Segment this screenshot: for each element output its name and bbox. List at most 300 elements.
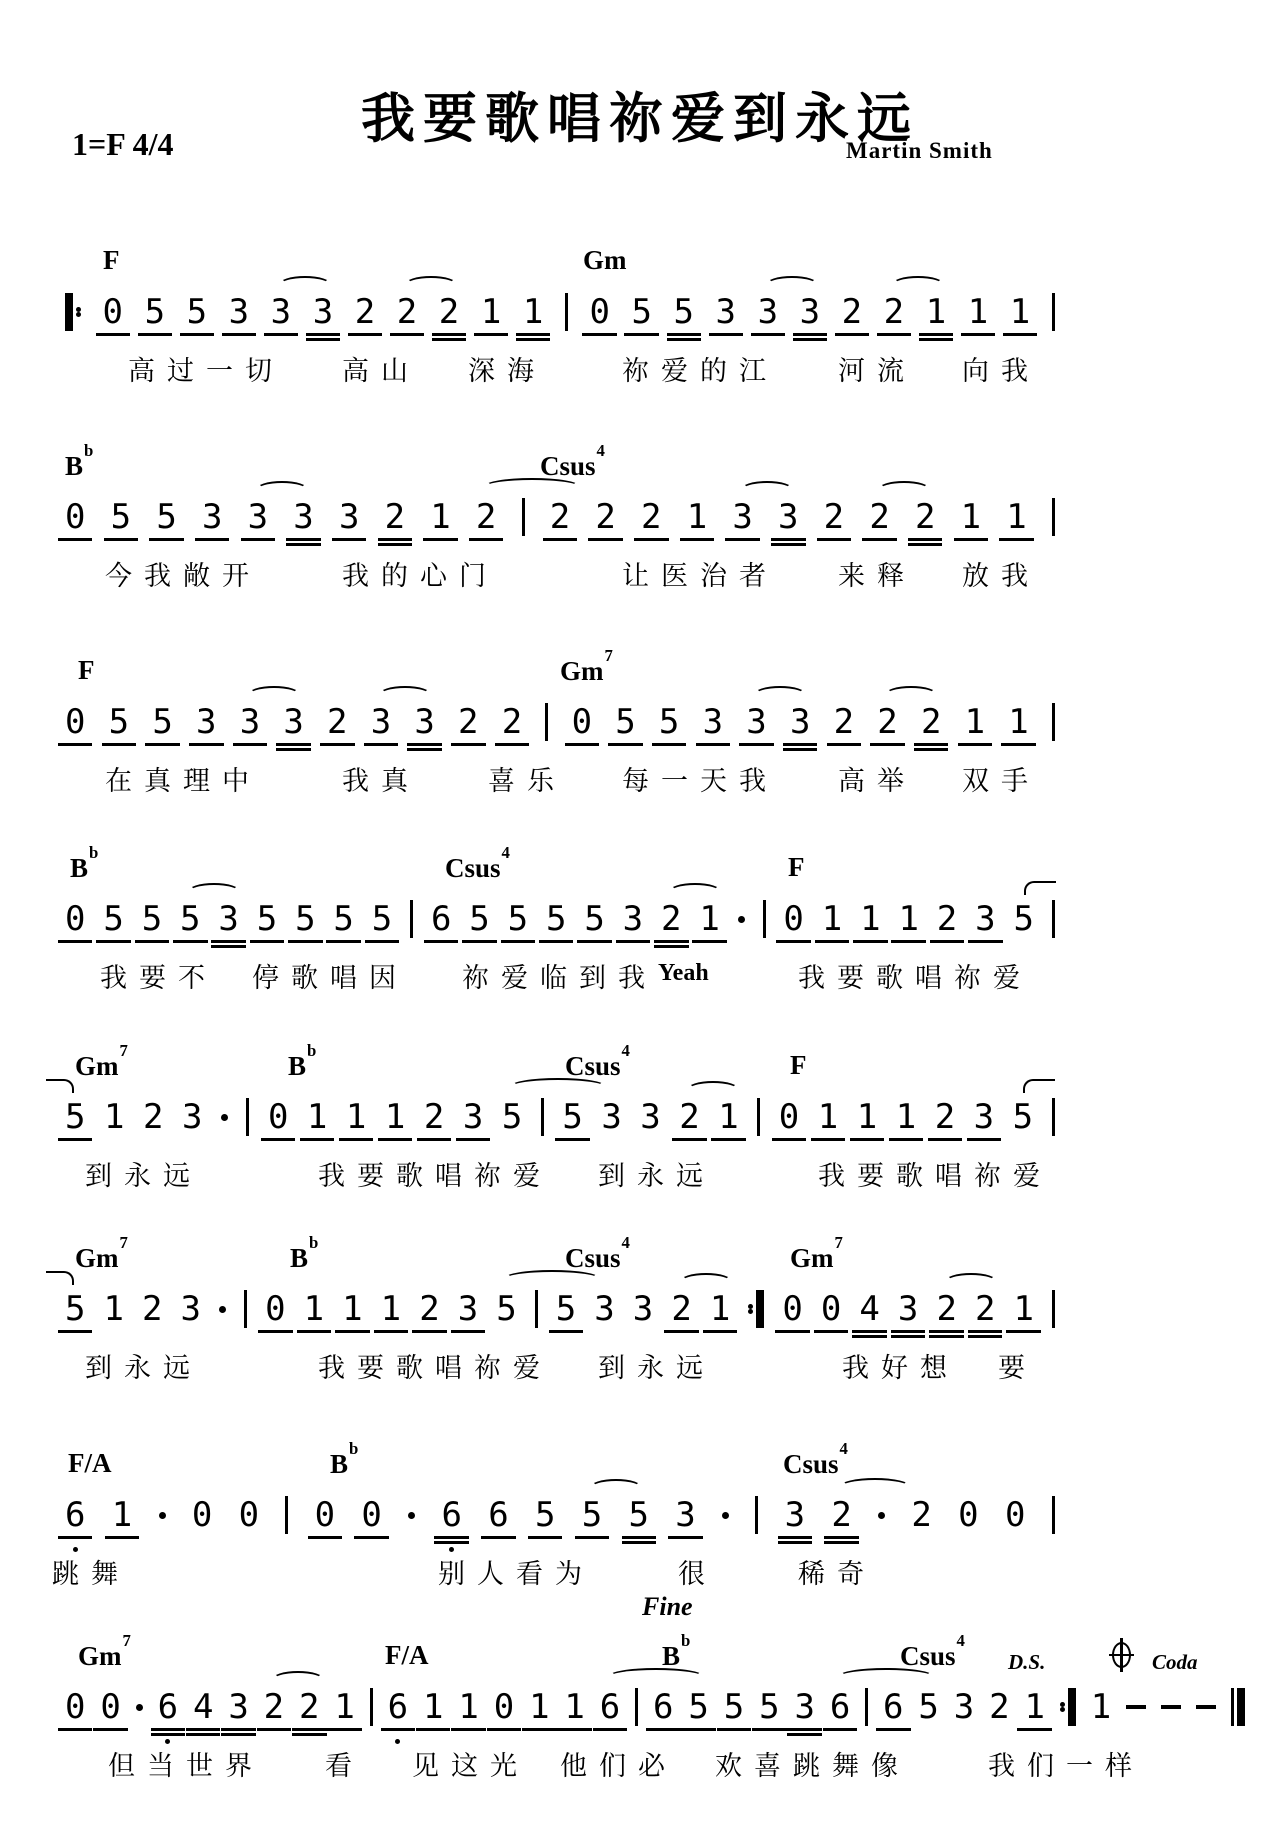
eighth-underline <box>173 940 207 943</box>
note-digit: 0 <box>238 1495 260 1535</box>
eighth-underline <box>93 1728 127 1731</box>
eighth-underline <box>365 940 399 943</box>
eighth-underline <box>961 333 995 336</box>
eighth-underline <box>364 743 398 746</box>
sixteenth-underline <box>778 1541 812 1544</box>
eighth-underline <box>827 743 861 746</box>
note-digit: 2 <box>911 1495 932 1535</box>
barline-stroke <box>1052 900 1055 938</box>
slur-arc <box>838 1668 934 1685</box>
chord-symbol: $B^b$ <box>70 843 99 883</box>
note-digit: 5 <box>187 291 207 333</box>
eighth-underline <box>495 743 529 746</box>
notation-row <box>65 701 1055 743</box>
note-digit: 5 <box>582 1494 602 1536</box>
eighth-underline <box>487 1728 521 1731</box>
dash-extension <box>1126 1686 1146 1728</box>
eighth-underline <box>424 940 458 943</box>
chord-symbol: $B^b$ <box>290 1233 319 1273</box>
eighth-underline <box>354 1536 388 1539</box>
augmentation-dot <box>221 1096 228 1138</box>
eighth-underline <box>96 940 130 943</box>
eighth-underline <box>104 538 138 541</box>
eighth-underline <box>914 743 948 746</box>
barline-stroke <box>1231 1688 1234 1726</box>
note-digit: 1 <box>334 1686 354 1728</box>
note-digit: 2 <box>502 701 522 743</box>
lyric-segment: 他们必 <box>560 1751 677 1781</box>
eighth-underline <box>624 333 658 336</box>
note-digit: 5 <box>103 898 123 940</box>
eighth-underline <box>221 1728 255 1731</box>
eighth-underline <box>634 538 668 541</box>
note-digit: 1 <box>965 701 985 743</box>
eighth-underline <box>528 1536 562 1539</box>
eighth-underline <box>565 743 599 746</box>
eighth-underline <box>469 538 503 541</box>
score-system <box>0 1041 1280 1250</box>
eighth-underline <box>1006 1330 1040 1333</box>
note-digit: 0 <box>65 1686 85 1728</box>
barline-stroke <box>865 1688 868 1726</box>
eighth-underline <box>58 538 92 541</box>
note-digit: 5 <box>156 496 176 538</box>
barline <box>246 1096 249 1138</box>
coda-icon <box>1112 1642 1131 1668</box>
repeat-end-sign <box>748 1288 764 1330</box>
eighth-underline <box>456 1138 490 1141</box>
lyric-segment: 河流 <box>838 356 916 386</box>
note-digit: 6 <box>883 1686 903 1728</box>
notation-row <box>65 1096 1055 1138</box>
eighth-underline <box>725 538 759 541</box>
note-digit: 5 <box>631 291 651 333</box>
note-digit: 3 <box>228 1686 248 1728</box>
score-system <box>0 245 1280 445</box>
note-digit: 3 <box>675 1494 695 1536</box>
note-digit: 0 <box>265 1288 285 1330</box>
note-digit: 2 <box>975 1288 995 1330</box>
barline-stroke <box>545 703 548 741</box>
dot-glyph <box>219 1306 226 1313</box>
slur-arc <box>510 1078 606 1095</box>
sixteenth-underline <box>151 1733 185 1736</box>
note-digit: 1 <box>1010 291 1030 333</box>
eighth-underline <box>58 1330 92 1333</box>
dot-glyph <box>408 1512 415 1519</box>
eighth-underline <box>775 1330 809 1333</box>
barline-stroke <box>1052 293 1055 331</box>
note-digit: 1 <box>423 1686 443 1728</box>
eighth-underline <box>1003 333 1037 336</box>
chord-symbol: Csus$^4$ <box>445 843 510 883</box>
eighth-underline <box>815 940 849 943</box>
note-digit: 2 <box>989 1687 1010 1727</box>
eighth-underline <box>258 1330 292 1333</box>
augmentation-dot <box>722 1494 729 1536</box>
eighth-underline <box>501 940 535 943</box>
barline <box>410 898 413 940</box>
eighth-underline <box>412 1330 446 1333</box>
note-digit: 5 <box>142 898 162 940</box>
eighth-underline <box>930 940 964 943</box>
note-digit: 3 <box>181 1097 203 1137</box>
eighth-underline <box>877 333 911 336</box>
eighth-underline <box>308 1536 342 1539</box>
barline-stroke <box>246 1098 249 1136</box>
barline <box>545 701 548 743</box>
note-digit: 6 <box>653 1686 673 1728</box>
chord-symbol: F/A <box>385 1640 429 1670</box>
note-digit: 2 <box>397 291 417 333</box>
note-digit: 1 <box>898 898 918 940</box>
note-digit: 0 <box>779 1096 799 1138</box>
note-digit: 3 <box>463 1096 483 1138</box>
eighth-underline <box>58 1728 92 1731</box>
note-digit: 1 <box>710 1288 730 1330</box>
dot-glyph <box>878 1512 885 1519</box>
eighth-underline <box>958 743 992 746</box>
score-system <box>0 843 1280 1052</box>
note-digit: 3 <box>898 1288 918 1330</box>
augmentation-dot <box>408 1494 415 1536</box>
note-digit: 5 <box>674 291 694 333</box>
note-digit: 0 <box>65 898 85 940</box>
note-digit: 5 <box>145 291 165 333</box>
eighth-underline <box>423 538 457 541</box>
eighth-underline <box>908 538 942 541</box>
note-digit: 5 <box>496 1288 516 1330</box>
note-digit: 2 <box>264 1686 284 1728</box>
note-digit: 1 <box>523 291 543 333</box>
eighth-underline <box>264 333 298 336</box>
chord-symbol: F/A <box>68 1448 112 1478</box>
chord-symbol: Gm$^7$ <box>78 1631 131 1671</box>
chord-symbol: F <box>788 852 805 882</box>
lyric-segment: 高山 <box>342 356 420 386</box>
eighth-underline <box>664 1330 698 1333</box>
eighth-underline <box>622 1536 656 1539</box>
lyric-segment: 稀奇 <box>798 1559 876 1589</box>
chord-symbol: Gm$^7$ <box>790 1233 843 1273</box>
eighth-underline <box>416 1728 450 1731</box>
note-digit: 0 <box>100 1686 120 1728</box>
note-digit: 3 <box>800 291 820 333</box>
note-digit: 5 <box>1013 898 1033 940</box>
sixteenth-underline <box>276 748 310 751</box>
note-digit: 3 <box>240 701 260 743</box>
eighth-underline <box>105 1536 139 1539</box>
note-digit: 2 <box>869 496 889 538</box>
chord-symbol: $B^b$ <box>288 1041 317 1081</box>
note-digit: 6 <box>600 1686 620 1728</box>
note-digit: 1 <box>857 1096 877 1138</box>
lyric-segment: 来释 <box>838 561 916 591</box>
chord-symbol: Gm <box>583 245 627 275</box>
score-system <box>0 1631 1280 1821</box>
note-digit: 2 <box>824 496 844 538</box>
repeat-end-sign <box>1060 1686 1076 1728</box>
eighth-underline <box>300 1138 334 1141</box>
barline-stroke <box>410 900 413 938</box>
sixteenth-underline <box>211 945 245 948</box>
note-digit: 2 <box>834 701 854 743</box>
barline <box>1052 1494 1055 1536</box>
sixteenth-underline <box>221 1733 255 1736</box>
lyric-segment: 到永远 <box>598 1353 715 1383</box>
fine-marking: Fine <box>642 1592 693 1621</box>
eighth-underline <box>292 1728 326 1731</box>
note-digit: 2 <box>142 1097 164 1137</box>
note-digit: 0 <box>589 291 609 333</box>
eighth-underline <box>320 743 354 746</box>
eighth-underline <box>588 538 622 541</box>
barline <box>285 1494 288 1536</box>
note-digit: 2 <box>936 1288 956 1330</box>
slur-arc <box>484 478 580 495</box>
sixteenth-underline <box>186 1733 220 1736</box>
note-digit: 1 <box>307 1096 327 1138</box>
eighth-underline <box>967 1138 1001 1141</box>
eighth-underline <box>752 1728 786 1731</box>
barline-stroke <box>535 1290 538 1328</box>
note-digit: 4 <box>859 1288 879 1330</box>
note-digit: 1 <box>381 1288 401 1330</box>
lyric-segment: 在真理中 <box>105 766 261 796</box>
eighth-underline <box>332 538 366 541</box>
lyric-segment: Yeah <box>658 960 709 986</box>
barline <box>1052 701 1055 743</box>
note-digit: 3 <box>794 1686 814 1728</box>
note-digit: 5 <box>333 898 353 940</box>
lyric-segment: 我的心门 <box>342 561 498 591</box>
eighth-underline <box>151 1728 185 1731</box>
augmentation-dot <box>159 1494 166 1536</box>
barline-stroke <box>635 1688 638 1726</box>
chord-symbol: Gm$^7$ <box>75 1041 128 1081</box>
lyric-segment: 停歌唱因 <box>252 963 408 993</box>
sixteenth-underline <box>432 338 466 341</box>
note-digit: 3 <box>196 701 216 743</box>
eighth-underline <box>593 1728 627 1731</box>
dash-glyph <box>1161 1705 1181 1709</box>
lyric-segment: 到永远 <box>85 1161 202 1191</box>
lyric-segment: 我要不 <box>100 963 217 993</box>
eighth-underline <box>852 1330 886 1333</box>
dot-glyph <box>221 1114 228 1121</box>
lyric-segment: 高过一切 <box>128 356 284 386</box>
eighth-underline <box>474 333 508 336</box>
note-digit: 1 <box>860 898 880 940</box>
barline <box>1052 898 1055 940</box>
note-digit: 2 <box>671 1288 691 1330</box>
eighth-underline <box>667 333 701 336</box>
note-digit: 6 <box>431 898 451 940</box>
tie-hook-in <box>46 1079 74 1093</box>
lyric-segment: 很 <box>678 1559 717 1589</box>
eighth-underline <box>824 1536 858 1539</box>
barline <box>763 898 766 940</box>
eighth-underline <box>241 538 275 541</box>
eighth-underline <box>954 538 988 541</box>
eighth-underline <box>654 940 688 943</box>
note-digit: 2 <box>355 291 375 333</box>
note-digit: 5 <box>469 898 489 940</box>
lyric-segment: 欢喜跳舞像 <box>715 1751 910 1781</box>
eighth-underline <box>189 743 223 746</box>
notation-row <box>65 291 1055 333</box>
note-digit: 3 <box>732 496 752 538</box>
barline <box>541 1096 544 1138</box>
note-digit: 2 <box>142 1289 163 1329</box>
eighth-underline <box>999 538 1033 541</box>
note-digit: 3 <box>953 1687 975 1727</box>
sixteenth-underline <box>914 748 948 751</box>
note-digit: 1 <box>699 898 719 940</box>
sixteenth-underline <box>908 543 942 546</box>
eighth-underline <box>407 743 441 746</box>
dash-glyph <box>1196 1705 1216 1709</box>
note-digit: 2 <box>327 701 347 743</box>
sixteenth-underline <box>378 543 412 546</box>
repeat-thick-bar <box>65 293 73 331</box>
eighth-underline <box>138 333 172 336</box>
sixteenth-underline <box>292 1733 326 1736</box>
note-digit: 3 <box>594 1289 615 1329</box>
lyric-segment: 但当世界 <box>108 1751 264 1781</box>
augmentation-dot <box>219 1288 226 1330</box>
lyric-segment: 双手 <box>962 766 1040 796</box>
note-digit: 5 <box>688 1686 708 1728</box>
eighth-underline <box>250 940 284 943</box>
note-digit: 3 <box>229 291 249 333</box>
note-digit: 2 <box>921 701 941 743</box>
eighth-underline <box>891 1330 925 1333</box>
barline-stroke <box>1052 1290 1055 1328</box>
lyric-segment: 今我敞开 <box>105 561 261 591</box>
eighth-underline <box>339 1138 373 1141</box>
sixteenth-underline <box>793 338 827 341</box>
lyric-segment: 深海 <box>468 356 546 386</box>
eighth-underline <box>58 940 92 943</box>
note-digit: 3 <box>339 496 359 538</box>
eighth-underline <box>739 743 773 746</box>
note-digit: 0 <box>572 701 592 743</box>
sixteenth-underline <box>783 748 817 751</box>
eighth-underline <box>481 1536 515 1539</box>
eighth-underline <box>327 1728 361 1731</box>
note-digit: 1 <box>458 1686 478 1728</box>
eighth-underline <box>772 1138 806 1141</box>
eighth-underline <box>853 940 887 943</box>
note-digit: 5 <box>502 1096 522 1138</box>
note-digit: 3 <box>716 291 736 333</box>
sixteenth-underline <box>824 1541 858 1544</box>
notation-row <box>65 898 1055 940</box>
eighth-underline <box>616 940 650 943</box>
lyric-segment: 看 <box>325 1751 364 1781</box>
note-digit: 5 <box>152 701 172 743</box>
eighth-underline <box>835 333 869 336</box>
note-digit: 0 <box>782 1288 802 1330</box>
score-system <box>0 1233 1280 1442</box>
lyric-segment: 我要歌唱祢爱 <box>318 1161 552 1191</box>
note-digit: 3 <box>180 1289 202 1329</box>
slur-arc <box>840 1478 910 1495</box>
tie-hook-in <box>46 1271 74 1285</box>
score-system <box>0 441 1280 650</box>
note-digit: 1 <box>529 1686 549 1728</box>
eighth-underline <box>891 940 925 943</box>
note-digit: 3 <box>371 701 391 743</box>
eighth-underline <box>771 538 805 541</box>
note-digit: 5 <box>918 1687 939 1727</box>
eighth-underline <box>668 1536 702 1539</box>
lyric-segment: 别人看为 <box>438 1559 594 1589</box>
eighth-underline <box>811 1138 845 1141</box>
barline <box>1052 1288 1055 1330</box>
chord-symbol: F <box>790 1050 807 1080</box>
barline-stroke <box>565 293 568 331</box>
chord-symbol: Csus$^4$ <box>540 441 605 481</box>
note-digit: 3 <box>785 1494 805 1536</box>
note-digit: 2 <box>419 1288 439 1330</box>
note-digit: 6 <box>488 1494 508 1536</box>
eighth-underline <box>233 743 267 746</box>
barline <box>865 1686 868 1728</box>
eighth-underline <box>817 538 851 541</box>
eighth-underline <box>608 743 642 746</box>
barline <box>1052 1096 1055 1138</box>
note-digit: 1 <box>481 291 501 333</box>
repeat-thick-bar <box>756 1290 764 1328</box>
barline <box>1052 496 1055 538</box>
note-digit: 5 <box>109 701 129 743</box>
eighth-underline <box>374 1330 408 1333</box>
eighth-underline <box>793 333 827 336</box>
note-digit: 6 <box>65 1494 85 1536</box>
note-digit: 1 <box>968 291 988 333</box>
chord-symbol: Csus$^4$ <box>783 1439 848 1479</box>
final-thick-bar <box>1237 1688 1245 1726</box>
note-digit: 2 <box>661 898 681 940</box>
note-digit: 3 <box>414 701 434 743</box>
note-digit: 0 <box>103 291 123 333</box>
note-digit: 1 <box>430 496 450 538</box>
score-system <box>0 1439 1280 1648</box>
song-title: 我要歌唱祢爱到永远 <box>361 89 919 150</box>
note-digit: 1 <box>564 1686 584 1728</box>
note-digit: 2 <box>679 1096 699 1138</box>
eighth-underline <box>222 333 256 336</box>
lyric-segment: 让医治者 <box>622 561 778 591</box>
eighth-underline <box>180 333 214 336</box>
chord-symbol: $B^b$ <box>65 441 94 481</box>
note-digit: 1 <box>1024 1686 1044 1728</box>
sixteenth-underline <box>306 338 340 341</box>
eighth-underline <box>823 1728 857 1731</box>
note-digit: 3 <box>458 1288 478 1330</box>
note-digit: 2 <box>595 496 615 538</box>
note-digit: 0 <box>783 898 803 940</box>
eighth-underline <box>672 1138 706 1141</box>
note-digit: 3 <box>640 1097 661 1137</box>
eighth-underline <box>516 333 550 336</box>
eighth-underline <box>575 1536 609 1539</box>
eighth-underline <box>919 333 953 336</box>
note-digit: 2 <box>476 496 496 538</box>
chord-symbol: $B^b$ <box>662 1631 691 1671</box>
